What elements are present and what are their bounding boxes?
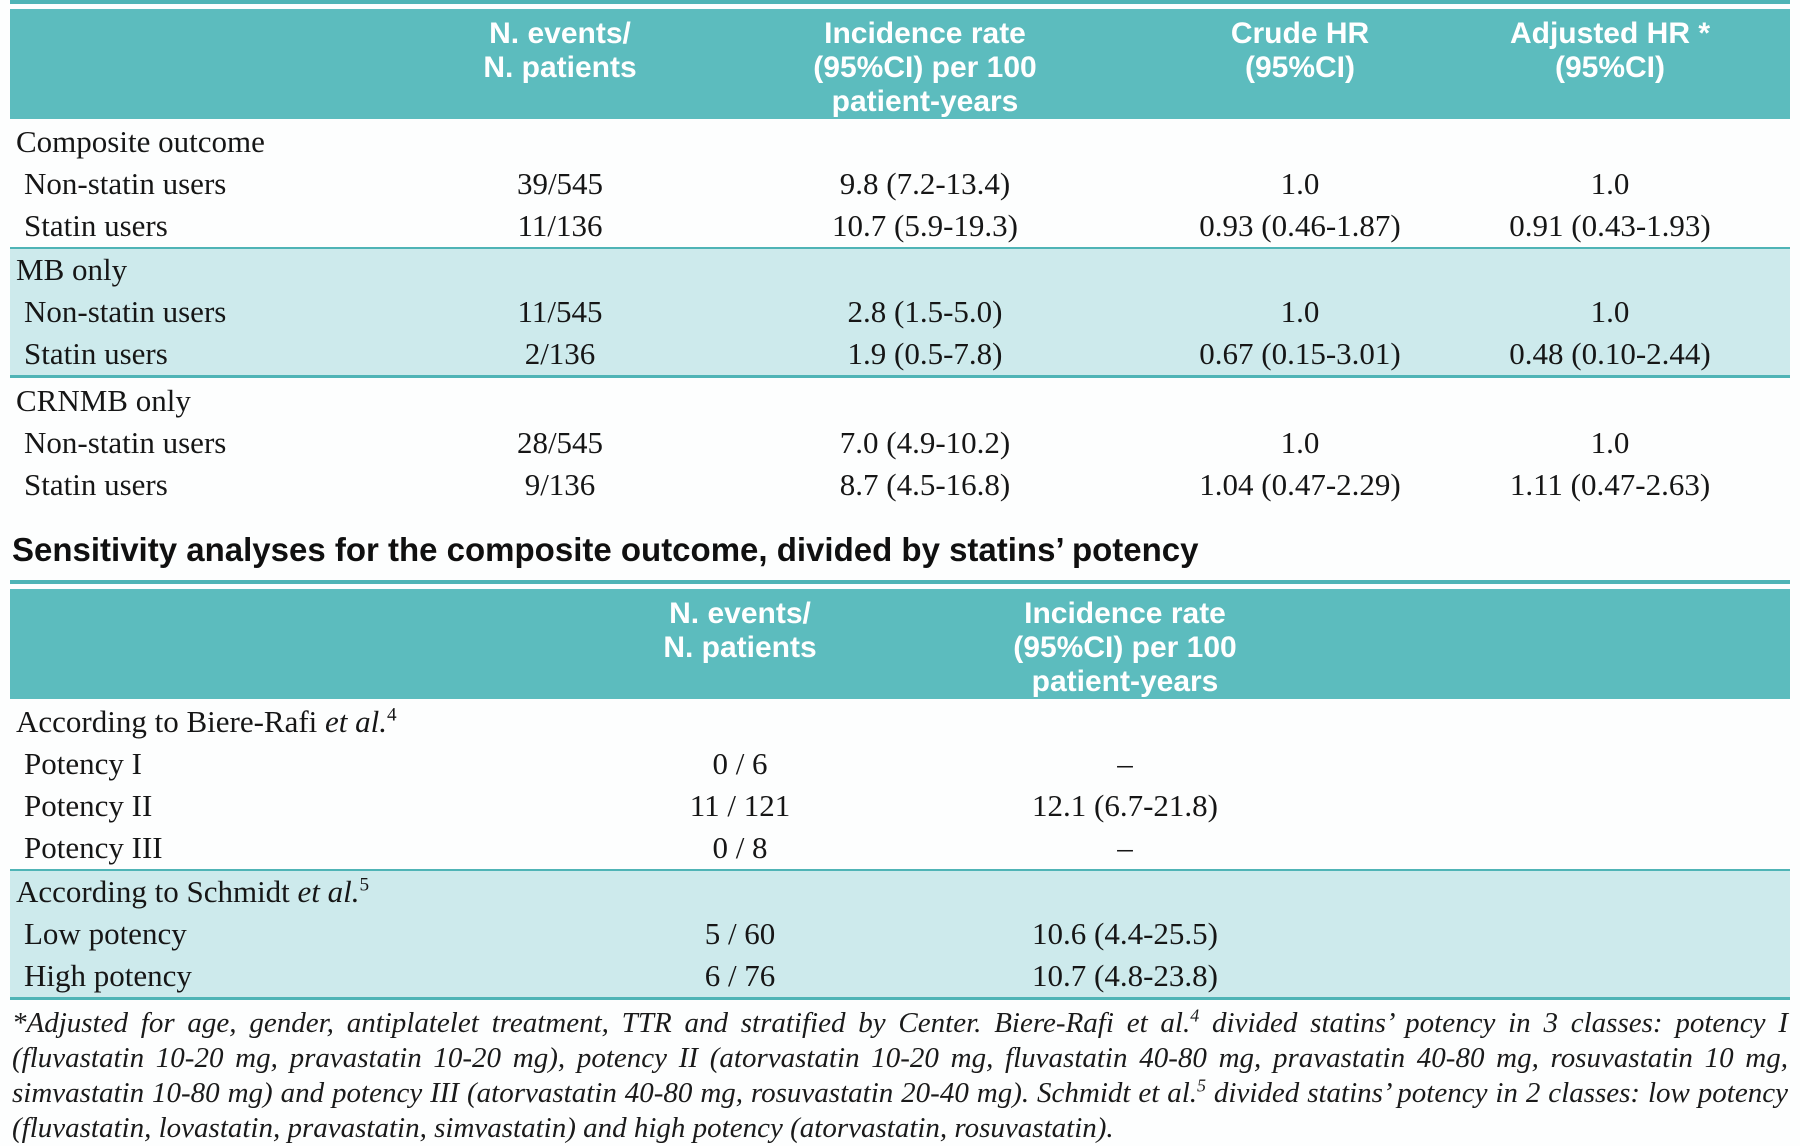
header-events [550, 597, 930, 699]
crude-hr-cell: 1.04 (0.47-2.29) [1199, 467, 1401, 502]
incidence-cell: 10.7 (5.9-19.3) [832, 208, 1018, 243]
header-crude-line1: Crude HR [1230, 17, 1370, 50]
row-label: Statin users [24, 467, 168, 502]
incidence-cell: – [1117, 746, 1133, 781]
header-incidence-line1: Incidence rate [824, 17, 1026, 50]
header-adjusted-hr [1440, 17, 1780, 119]
group-label [10, 701, 550, 743]
row-label: Potency I [24, 746, 142, 781]
table-row [10, 163, 1790, 205]
events-cell: 0 / 8 [712, 830, 768, 865]
crude-hr-cell: 0.93 (0.46-1.87) [1199, 208, 1401, 243]
group-label-row [10, 249, 1790, 291]
footnote [10, 1000, 1790, 1146]
group-mb-only [10, 247, 1790, 378]
row-label: Non-statin users [24, 294, 227, 329]
table-row [10, 955, 1790, 997]
table1-header-row [10, 9, 1790, 119]
events-cell: 5 / 60 [704, 916, 776, 951]
table-row [10, 743, 1790, 785]
group-label-reference: 5 [359, 874, 370, 896]
header-spacer [10, 17, 430, 119]
group-schmidt [10, 869, 1790, 1000]
header-incidence-line1: Incidence rate [1024, 597, 1226, 630]
row-label: Low potency [24, 916, 187, 951]
events-cell: 11/136 [517, 208, 603, 243]
group-label-etal: et al. [297, 874, 360, 909]
section-heading: Sensitivity analyses for the composite outcome, divided by statins’ potency [12, 531, 1199, 568]
crude-hr-cell: 1.0 [1280, 294, 1320, 329]
header-events-line1: N. events/ [489, 17, 631, 50]
header-events [430, 17, 690, 119]
footnote-reference: 5 [1197, 1075, 1206, 1096]
events-cell: 11/545 [517, 294, 603, 329]
events-cell: 11 / 121 [689, 788, 791, 823]
group-label-row [10, 121, 1790, 163]
group-label: CRNMB only [16, 383, 191, 418]
table-row [10, 827, 1790, 869]
header-events-line1: N. events/ [669, 597, 811, 630]
incidence-cell: – [1117, 830, 1133, 865]
header-incidence-line3: patient-years [1031, 665, 1219, 698]
incidence-cell: 8.7 (4.5-16.8) [839, 467, 1011, 502]
events-cell: 0 / 6 [712, 746, 768, 781]
incidence-cell: 10.7 (4.8-23.8) [1032, 958, 1218, 993]
header-events-line2: N. patients [663, 631, 817, 664]
header-crude-hr [1160, 17, 1440, 119]
group-label-etal: et al. [325, 704, 388, 739]
header-incidence [690, 17, 1160, 119]
row-label: Non-statin users [24, 166, 227, 201]
group-label-text: According to Schmidt [16, 874, 298, 909]
table1-top-border [10, 0, 1790, 4]
header-crude-line2: (95%CI) [1244, 51, 1356, 84]
table2-header-row [10, 589, 1790, 699]
footnote-text: divided statins’ potency in 3 classes: potency I (fluvastatin 10-20 mg, pravastatin 10-20 mg), potency II (atorvastatin 10-20 mg, fluvastatin 40-80 mg, pravastatin 40-80 mg, rosuvastatin 10 mg, simvastatin 10-80 mg) and potency III (atorvastatin 40-80 mg, rosuvastatin 20-40 mg). Schmidt et al. [12, 1007, 1788, 1109]
header-incidence [930, 597, 1320, 699]
header-adjusted-line1: Adjusted HR * [1509, 17, 1710, 50]
table-row [10, 333, 1790, 375]
group-label-text: According to Biere-Rafi [16, 704, 326, 739]
table-row [10, 291, 1790, 333]
group-label-row [10, 701, 1790, 743]
table-row [10, 913, 1790, 955]
row-label: Potency II [24, 788, 153, 823]
header-incidence-line2: (95%CI) per 100 [1013, 631, 1237, 664]
crude-hr-cell: 0.67 (0.15-3.01) [1199, 336, 1401, 371]
header-spacer [10, 597, 550, 699]
incidence-cell: 2.8 (1.5-5.0) [847, 294, 1003, 329]
row-label: Statin users [24, 208, 168, 243]
table-row [10, 422, 1790, 464]
footnote-text: *Adjusted for age, gender, antiplatelet treatment, TTR and stratified by Center. Biere-Rafi et al. [12, 1007, 1191, 1039]
group-label-row [10, 871, 1790, 913]
row-label: Statin users [24, 336, 168, 371]
row-label: Potency III [24, 830, 163, 865]
row-label: High potency [24, 958, 192, 993]
table-row [10, 464, 1790, 506]
adjusted-hr-cell: 1.0 [1590, 294, 1630, 329]
group-label: MB only [16, 252, 128, 287]
events-cell: 6 / 76 [704, 958, 776, 993]
group-composite-outcome [10, 119, 1790, 247]
crude-hr-cell: 1.0 [1280, 425, 1320, 460]
table-row [10, 205, 1790, 247]
group-crnmb-only [10, 378, 1790, 506]
crude-hr-cell: 1.0 [1280, 166, 1320, 201]
header-incidence-line3: patient-years [831, 85, 1019, 118]
header-events-line2: N. patients [483, 51, 637, 84]
header-adjusted-line2: (95%CI) [1554, 51, 1666, 84]
footnote-reference: 4 [1190, 1005, 1200, 1026]
events-cell: 2/136 [524, 336, 596, 371]
adjusted-hr-cell: 1.0 [1590, 425, 1630, 460]
row-label: Non-statin users [24, 425, 227, 460]
incidence-cell: 9.8 (7.2-13.4) [839, 166, 1011, 201]
events-cell: 9/136 [524, 467, 596, 502]
adjusted-hr-cell: 1.11 (0.47-2.63) [1509, 467, 1711, 502]
table2-top-border [10, 580, 1790, 584]
header-incidence-line2: (95%CI) per 100 [813, 51, 1037, 84]
incidence-cell: 7.0 (4.9-10.2) [839, 425, 1011, 460]
group-label-row [10, 380, 1790, 422]
group-biere-rafi [10, 699, 1790, 869]
table-row [10, 785, 1790, 827]
group-label: Composite outcome [16, 124, 265, 159]
adjusted-hr-cell: 1.0 [1590, 166, 1630, 201]
adjusted-hr-cell: 0.48 (0.10-2.44) [1509, 336, 1711, 371]
incidence-cell: 10.6 (4.4-25.5) [1032, 916, 1218, 951]
incidence-cell: 1.9 (0.5-7.8) [847, 336, 1003, 371]
events-cell: 39/545 [516, 166, 604, 201]
adjusted-hr-cell: 0.91 (0.43-1.93) [1509, 208, 1711, 243]
footnote-text: divided statins’ potency in 2 classes: low potency (fluvastatin, lovastatin, pravastatin, simvastatin) and high potency (atorvastatin, rosuvastatin). [12, 1077, 1788, 1144]
events-cell: 28/545 [516, 425, 604, 460]
group-label-reference: 4 [387, 704, 397, 726]
incidence-cell: 12.1 (6.7-21.8) [1032, 788, 1218, 823]
group-label [10, 871, 550, 913]
